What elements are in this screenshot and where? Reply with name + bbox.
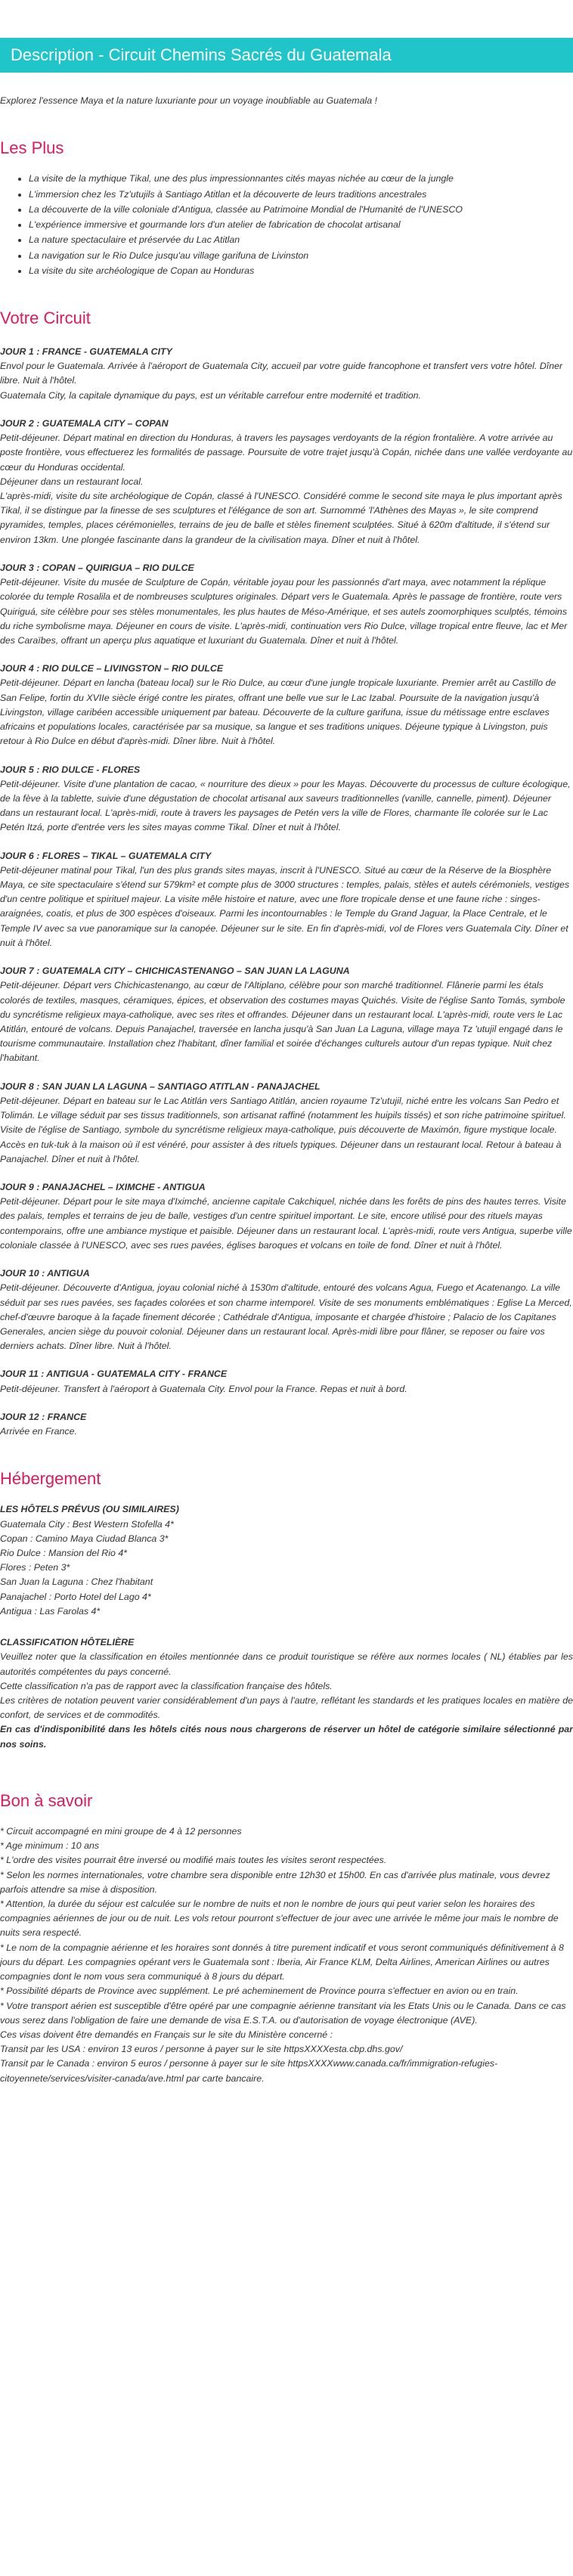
plus-list — [0, 172, 573, 278]
classification-line: Veuillez noter que la classification en étoiles mentionnée dans ce produit touristique se réfère aux normes locales ( NL) établies par les autorités compétentes du pays concerné. — [0, 1651, 573, 1677]
info-line: * Selon les normes internationales, votre chambre sera disponible entre 12h30 et 15h00. En cas d'arrivée plus matinale, vous devrez parfois attendre sa mise à disposition. — [0, 1869, 550, 1895]
info-line: * L'ordre des visites pourrait être inversé ou modifié mais toutes les visites seront respectées. — [0, 1855, 387, 1866]
classification-line: Cette classification n'a pas de rapport avec la classification française des hôtels. — [0, 1680, 333, 1691]
classification-line: Les critères de notation peuvent varier considérablement d'un pays à l'autre, reflétant les standards et les pratiques locales en matière de confort, de services et de commodités. — [0, 1694, 573, 1721]
info-line: Transit par le Canada : environ 5 euros / personne à payer sur le site httpsXXXXwww.canada.ca/fr/immigration-refugies-citoyennete/services/visiter-canada/ave.html par carte bancaire. — [0, 2058, 498, 2084]
day-paragraph: Envol pour le Guatemala. Arrivée à l'aéroport de Guatemala City, accueil par votre guide francophone et transfert vers votre hôtel. Dîner libre. Nuit à l'hôtel. — [0, 361, 563, 386]
info-line: * Le nom de la compagnie aérienne et les horaires sont donnés à titre purement indicatif et vous seront communiqués définitivement à 8 jours du départ. Les compagnies opérant vers le Guatemala sont : Iberia, Air France KLM, Delta Airlines, American Airlines ou autres compagnies dont le nom vous sera communiqué à 8 jours du départ. — [0, 1942, 564, 1982]
day-paragraph: Petit-déjeuner. Départ vers Chichicastenango, au cœur de l'Altiplano, célèbre pour son marché traditionnel. Flânerie parmi les étals colorés de textiles, masques, céramiques, épices, et observation des costumes mayas Quichés. Visite de l'église Santo Tomás, symbole du syncrétisme religieux maya-catholique, avec ses rites et offrandes. Déjeuner dans un restaurant local. L'après-midi, route vers le Lac Atitlán, entouré de volcans. Depuis Panajachel, traversée en lancha jusqu'à San Juan La Laguna, village maya Tz 'utujil engagé dans le tourisme communautaire. Installation chez l'habitant, dîner familial et soirée d'échanges culturels autour d'un repas typique. Nuit chez l'habitant. — [0, 980, 565, 1064]
hotel-item: Rio Dulce : Mansion del Rio 4* — [0, 1548, 128, 1558]
day-paragraph: Petit-déjeuner matinal pour Tikal, l'un des plus grands sites mayas, inscrit à l'UNESCO. Situé au cœur de la Réserve de la Biosphère Maya, ce site spectaculaire s'étend sur 579km² et compte plus de 3000 structures : temples, palais, stèles et autels cérémoniels, vestiges d'un centre politique et spirituel majeur. La visite mêle histoire et nature, avec une flore tropicale dense et une faune riche : singes-araignées, coatis, et plus de 300 espèces d'oiseaux. Parmi les incontournables : le Temple du Grand Jaguar, la Place Centrale, et le Temple IV avec sa vue panoramique sur la canopée. Déjeuner sur le site. En fin d'après-midi, vol de Flores vers Guatemala City. Dîner et nuit à l'hôtel. — [0, 864, 570, 948]
day-block — [0, 763, 573, 835]
day-paragraph: Petit-déjeuner. Découverte d'Antigua, joyau colonial niché à 1530m d'altitude, entouré des volcans Agua, Fuego et Acatenango. La ville séduit par ses rues pavées, ses façades colorées et son charme intemporel. Visite de ses monuments emblématiques : Eglise La Merced, chef-d'œuvre baroque à la façade finement décorée ; Cathédrale d'Antigua, imposante et chargée d'histoire ; Palacio de los Capitanes Generales, ancien siège du pouvoir colonial. Déjeuner dans un restaurant local. Après-midi libre pour flâner, se reposer ou faire vos derniers achats. Dîner libre. Nuit à l'hôtel. — [0, 1282, 572, 1352]
classification-title: CLASSIFICATION HÔTELIÈRE — [0, 1637, 135, 1648]
day-block — [0, 662, 573, 749]
section-title-circuit: Votre Circuit — [0, 308, 91, 327]
day-paragraph: Guatemala City, la capitale dynamique du pays, est un véritable carrefour entre modernité et tradition. — [0, 389, 421, 401]
day-paragraph: Petit-déjeuner. Départ matinal en direction du Honduras, à travers les paysages verdoyants de la région frontalière. A votre arrivée au poste frontière, vous effectuerez les formalités de passage. Poursuite de votre trajet jusqu'à Copán, nichée dans une vallée verdoyante au cœur du Honduras occidental. — [0, 432, 573, 473]
plus-item: • La nature spectaculaire et préservée du Lac Atitlan — [29, 233, 573, 247]
day-paragraph: Petit-déjeuner. Départ en bateau sur le Lac Atitlán vers Santiago Atitlán, ancien royaume Tz'utujil, niché entre les volcans San Pedro et Tolimán. Le village séduit par ses tissus traditionnels, son artisanat raffiné (notamment les huipils tissés) et son riche patrimoine spirituel. Visite de l'église de Santiago, symbole du syncrétisme religieux maya-catholique, puis découverte de Maximón, figure mystique locale. Accès en tuk-tuk à la maison où il est vénéré, pour assister à des rituels typiques. Déjeuner dans un restaurant local. Retour à bateau à Panajachel. Dîner et nuit à l'hôtel. — [0, 1095, 566, 1164]
hotel-item: Copan : Camino Maya Ciudad Blanca 3* — [0, 1533, 169, 1544]
day-paragraph: Petit-déjeuner. Visite d'une plantation de cacao, « nourriture des dieux » pour les Mayas. Découverte du processus de culture écologique, de la fève à la tablette, suivie d'une dégustation de chocolat artisanal aux saveurs traditionnelles (vanille, cannelle, piment). Déjeuner dans un restaurant local. L'après-midi, route à travers les paysages de Petén vers la ville de Flores, charmante île colorée sur le Lac Petén Itzá, porte d'entrée vers les sites mayas comme Tikal. Dîner et nuit à l'hôtel. — [0, 778, 571, 833]
plus-item: • La visite du site archéologique de Copan au Honduras — [29, 264, 573, 278]
info-line: * Age minimum : 10 ans — [0, 1840, 100, 1852]
day-title: JOUR 5 : RIO DULCE - FLORES — [0, 764, 141, 775]
day-block — [0, 561, 573, 648]
day-title: JOUR 8 : SAN JUAN LA LAGUNA – SANTIAGO ATITLAN - PANAJACHEL — [0, 1080, 321, 1092]
hotel-item: Flores : Peten 3* — [0, 1562, 70, 1573]
hotel-item: Guatemala City : Best Western Stofella 4* — [0, 1518, 174, 1530]
info-line: * Possibilité départs de Province avec supplément. Le pré acheminement de Province pourra s'effectuer en avion ou en train. — [0, 1985, 519, 1997]
section-title-bon-a-savoir: Bon à savoir — [0, 1790, 93, 1810]
intro-text: Explorez l'essence Maya et la nature luxuriante pour un voyage inoubliable au Guatemala ! — [0, 95, 377, 107]
plus-item: • La découverte de la ville coloniale d'Antigua, classée au Patrimoine Mondial de l'Humanité de l'UNESCO — [29, 203, 573, 217]
day-block — [0, 1080, 573, 1167]
day-block — [0, 1266, 573, 1353]
day-block — [0, 1180, 573, 1253]
hotel-item: Antigua : Las Farolas 4* — [0, 1605, 101, 1617]
classification-text — [0, 1650, 573, 1752]
plus-item: • L'expérience immersive et gourmande lors d'un atelier de fabrication de chocolat artisanal — [29, 218, 573, 232]
day-paragraph: Déjeuner dans un restaurant local. — [0, 476, 144, 487]
info-line: * Circuit accompagné en mini groupe de 4 à 12 personnes — [0, 1825, 242, 1837]
day-title: JOUR 4 : RIO DULCE – LIVINGSTON – RIO DULCE — [0, 663, 224, 674]
day-title: JOUR 11 : ANTIGUA - GUATEMALA CITY - FRANCE — [0, 1369, 228, 1380]
day-paragraph: Petit-déjeuner. Visite du musée de Sculpture de Copán, véritable joyau pour les passionnés d'art maya, avec notamment la réplique colorée du temple Rosalila et de nombreuses sculptures originales. Départ vers le Guatemala. Après le passage de frontière, route vers Quiriguá, site célèbre pour ses stèles monumentales, les plus hautes de Méso-Amérique, et ses autels zoomorphiques sculptés, témoins du riche symbolisme maya. Déjeuner en cours de visite. L'après-midi, continuation vers Rio Dulce, village tropical entre fleuve, lac et Mer des Caraïbes, offrant un aperçu plus aquatique et luxuriant du Guatemala. Dîner et nuit à l'hôtel. — [0, 577, 568, 646]
day-block — [0, 417, 573, 547]
day-block — [0, 964, 573, 1066]
section-title-plus: Les Plus — [0, 138, 64, 158]
day-block — [0, 345, 573, 403]
hotel-item: San Juan la Laguna : Chez l'habitant — [0, 1576, 153, 1588]
page — [0, 38, 573, 2116]
page-title-banner: Description - Circuit Chemins Sacrés du Guatemala — [0, 38, 573, 73]
day-paragraph: Petit-déjeuner. Transfert à l'aéroport à Guatemala City. Envol pour la France. Repas et nuit à bord. — [0, 1383, 407, 1394]
day-title: JOUR 12 : FRANCE — [0, 1411, 87, 1422]
day-block — [0, 1367, 573, 1396]
day-title: JOUR 7 : GUATEMALA CITY – CHICHICASTENANGO – SAN JUAN LA LAGUNA — [0, 966, 350, 977]
day-paragraph: Petit-déjeuner. Départ pour le site maya d'Iximché, ancienne capitale Cakchiquel, nichée dans les forêts de pins des hautes terres. Visite des palais, temples et terrains de jeu de balle, vestiges d'un centre spirituel important. Le site, encore utilisé pour des rituels mayas contemporains, offre une ambiance mystique et paisible. Déjeuner dans un restaurant local. L'après-midi, route vers Antigua, superbe ville coloniale classée à l'UNESCO, avec ses rues pavées, églises baroques et volcans en toile de fond. Dîner et nuit à l'hôtel. — [0, 1196, 572, 1251]
day-title: JOUR 1 : FRANCE - GUATEMALA CITY — [0, 346, 172, 358]
hotels-list — [0, 1517, 573, 1620]
day-paragraph: Arrivée en France. — [0, 1426, 77, 1437]
circuit-days — [0, 345, 573, 1439]
bon-a-savoir-list — [0, 1824, 573, 2086]
plus-item: • La navigation sur le Rio Dulce jusqu'au village garifuna de Livinston — [29, 249, 573, 263]
classification-note: En cas d'indisponibilité dans les hôtels cités nous nous chargerons de réserver un hôtel de catégorie similaire sélectionné par nos soins. — [0, 1724, 573, 1750]
day-block — [0, 1410, 573, 1439]
info-line: * Votre transport aérien est susceptible d'être opéré par une compagnie aérienne transitant via les Etats Unis ou le Canada. Dans ce cas vous serez dans l'obligation de faire une demande de visa E.S.T.A. ou d'autorisation de voyage électronique (AVE). — [0, 2000, 566, 2026]
info-line: * Attention, la durée du séjour est calculée sur le nombre de nuits et non le nombre de jours qui peut varier selon les horaires des compagnies aériennes de jour ou de nuit. Les vols retour pourront s'effectuer de jour avec une arrivée le même jour mais le nombre de nuits sera respecté. — [0, 1899, 559, 1939]
info-line: Transit par les USA : environ 13 euros / personne à payer sur le site httpsXXXXesta.cbp.dhs.gov/ — [0, 2044, 403, 2055]
day-title: JOUR 9 : PANAJACHEL – IXIMCHE - ANTIGUA — [0, 1181, 206, 1192]
day-title: JOUR 6 : FLORES – TIKAL – GUATEMALA CITY — [0, 850, 212, 861]
day-title: JOUR 2 : GUATEMALA CITY – COPAN — [0, 417, 169, 429]
hotels-title: LES HÔTELS PRÉVUS (OU SIMILAIRES) — [0, 1504, 179, 1515]
section-title-hebergement: Hébergement — [0, 1469, 101, 1489]
day-paragraph: L'après-midi, visite du site archéologique de Copán, classé à l'UNESCO. Considéré comme le second site maya le plus important après Tikal, il se distingue par la finesse de ses sculptures et l'élégance de son art. Surnommé 'l'Athènes des Mayas », le site comprend pyramides, temples, places cérémonielles, terrains de jeu de balle et stèles finement sculptées. Situé à 620m d'altitude, il s'étend sur environ 13km. Une plongée fascinante dans la grandeur de la civilisation maya. Dîner et nuit à l'hôtel. — [0, 491, 562, 545]
plus-item: • La visite de la mythique Tikal, une des plus impressionnantes cités mayas nichée au cœur de la jungle — [29, 172, 573, 186]
day-title: JOUR 10 : ANTIGUA — [0, 1268, 90, 1279]
info-line: Ces visas doivent être demandés en Français sur le site du Ministère concerné : — [0, 2029, 333, 2040]
hotel-item: Panajachel : Porto Hotel del Lago 4* — [0, 1591, 151, 1602]
plus-item: • L'immersion chez les Tz'utujils à Santiago Atitlan et la découverte de leurs traditions ancestrales — [29, 188, 573, 202]
day-block — [0, 849, 573, 951]
day-title: JOUR 3 : COPAN – QUIRIGUA – RIO DULCE — [0, 562, 194, 573]
day-paragraph: Petit-déjeuner. Départ en lancha (bateau local) sur le Rio Dulce, au cœur d'une jungle tropicale luxuriante. Premier arrêt au Castillo de San Felipe, fortin du XVIIe siècle érigé contre les pirates, offrant une belle vue sur le Lac Izabal. Poursuite de la navigation jusqu'à Livingston, village caribéen accessible uniquement par bateau. Découverte de la culture garifuna, issue du métissage entre esclaves africains et populations locales, caractérisée par sa musique, sa langue et ses traditions uniques. Déjeune typique à Livingston, puis retour à Rio Dulce en début d'après-midi. Dîner libre. Nuit à l'hôtel. — [0, 677, 556, 747]
